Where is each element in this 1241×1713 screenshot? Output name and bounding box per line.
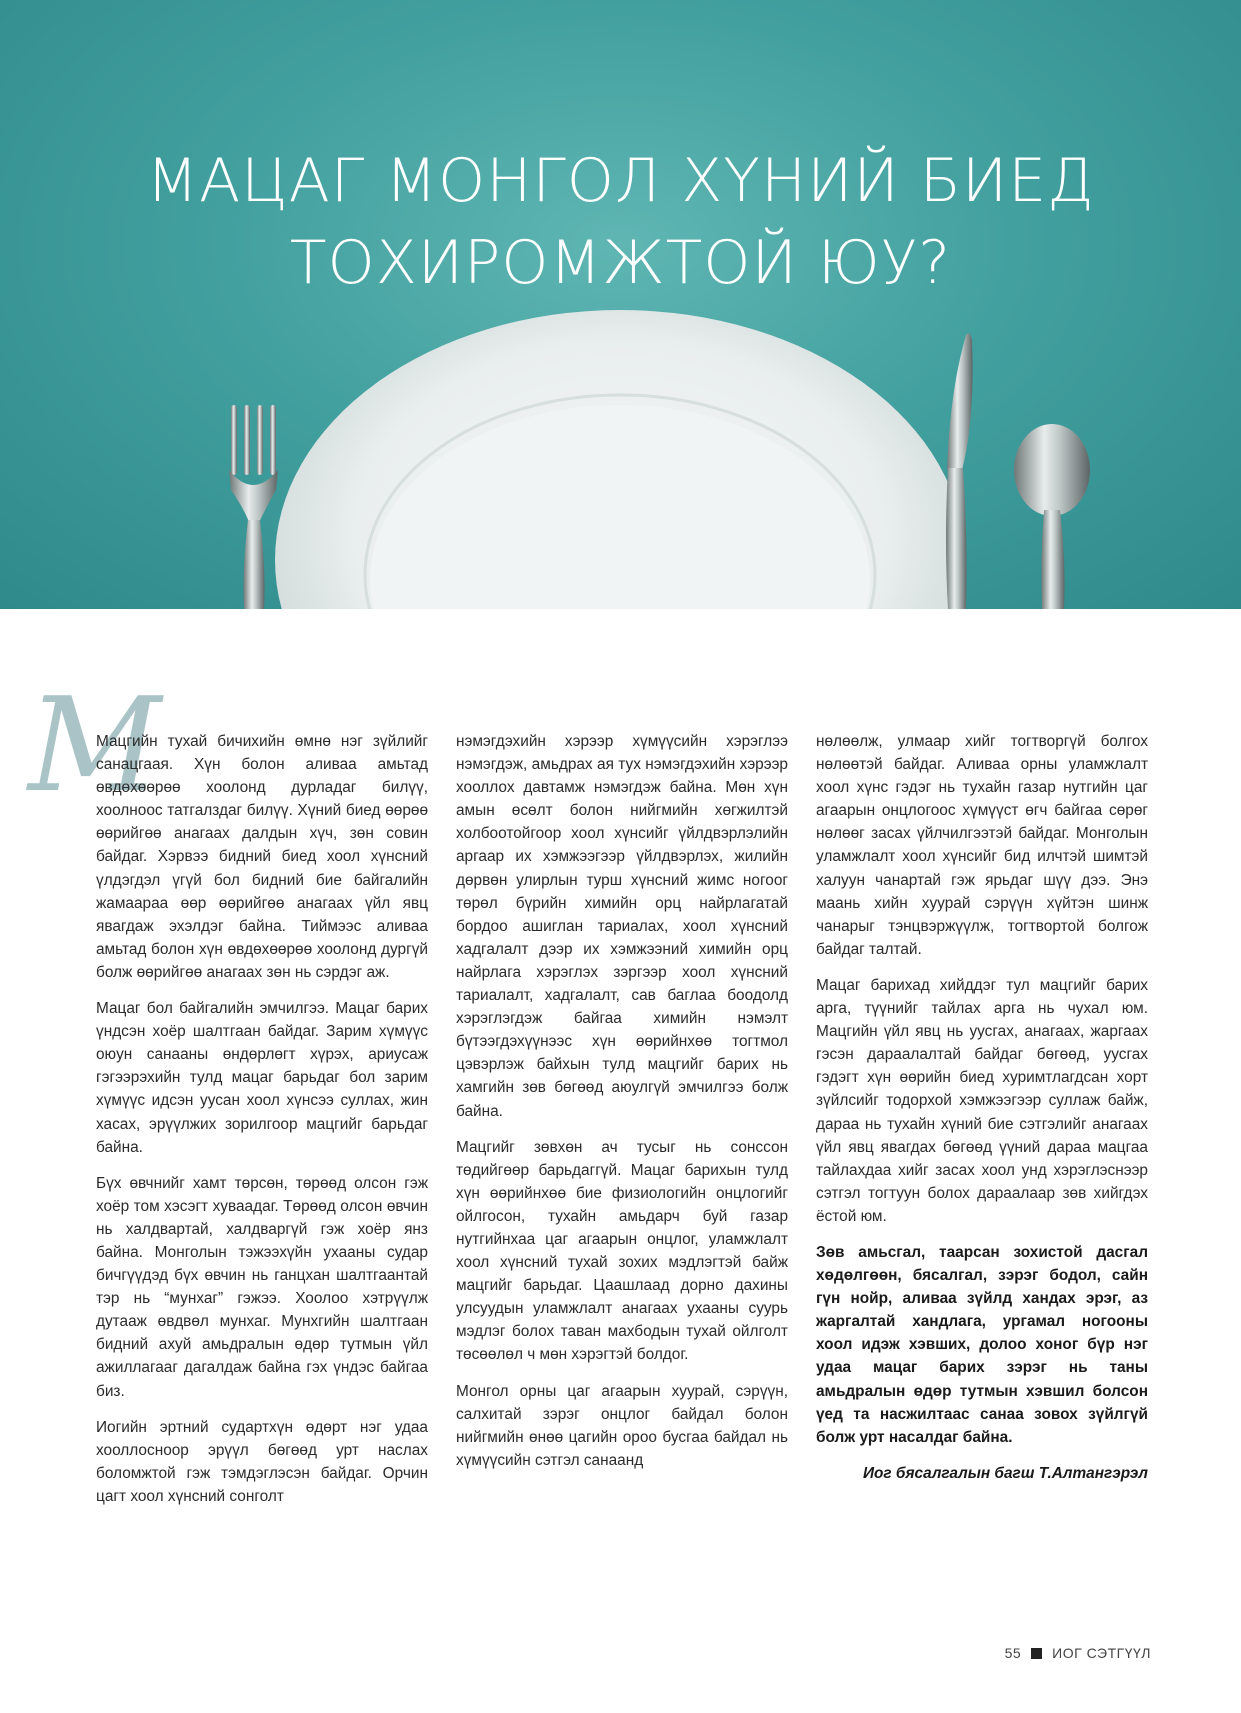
author-signature: Иог бясалгалын багш Т.Алтангэрэл: [862, 1464, 1148, 1482]
paragraph: Монгол орны цаг агаарын хуурай, сэрүүн, салхитай зэрэг онцлог байдал болон нийгмийн өнөө цагийн ороо бусгаа байдал нь хүмүүсийн сэтгэл санаанд: [456, 1382, 788, 1469]
drop-cap: М: [28, 669, 162, 821]
paragraph: нөлөөлж, улмаар хийг тогтворгүй болгох нөлөөтэй байдаг. Аливаа орны уламжлалт хоол хүнс гэдэг нь тухайн газар нутгийн цаг агаарын онцлогоос хүмүүст өгч байгаа сөрөг нөлөөг засах үйлчилгээтэй байдаг. Монголын уламжлалт хоол хүнсийг бид илчтэй шимтэй халуун чанартай гэж ярьдаг шүү дээ. Энэ маань хийн хуурай сэрүүн хүйтэн шинж чанарыг тэнцвэржүүлж, тогтвортой болгож байдаг талтай.: [816, 733, 1148, 958]
paragraph: Мацгийн тухай бичихийн өмнө нэг зүйлийг санацгаая. Хүн болон аливаа амьтад өвдөхөөрөө хоолонд дурладаг билүү, хоолноос татгалздаг билүү. Хүний биед өөрөө өөрийгөө анагаах далдын хүч, зөн совин байдаг. Хэрвээ бидний биед хоол хүнсний үлдэгдэл үгүй бол бидний бие байгалийн жамаараа өөр өөрийгөө анагаах үйл явц явагдаж эхэлдэг байна. Тиймээс аливаа амьтад болон хүн өвдөхөөрөө хоолонд дургүй болж өөрийгөө анагаах зөн нь сэрдэг аж.: [96, 733, 428, 981]
article-column-2: [456, 730, 788, 1485]
table-setting-illustration: [0, 0, 1241, 609]
paragraph: нэмэгдэхийн хэрээр хүмүүсийн хэрэглээ нэмэгдэж, амьдрах ая тух нэмэгдэхийн хэрээр хооллох давтамж нэмэгдэж байна. Мөн хүн амын өсөлт болон нийгмийн хөгжилтэй холбоотойгоор хоол хүнсийг үйлдвэрлэлийн аргаар их хэмжээгээр үйлдвэрлэх, жилийн дөрвөн улирлын турш хүнсний жимс ногоог төрөл бүрийн химийн орц найрлагатай бордоо ашиглан тариалах, хоол хүнсний хадгалалт дээр их хэмжээний химийн орц найрлага хэрэглэх зэргээр хоол хүнсний тариалалт, хадгалалт, сав баглаа боодолд хэрэглэгдэж байгаа химийн нэмэлт бүтээгдэхүүнээс хүн өөрийнхөө тогтмол цэвэрлэж байхын тулд мацгийг барих нь хамгийн зөв бөгөөд аюулгүй эмчилгээ болж байна.: [456, 733, 788, 1120]
page-title: [0, 140, 1241, 304]
hero-image: [0, 0, 1241, 609]
title-line-2: ТОХИРОМЖТОЙ ЮУ?: [289, 228, 952, 298]
magazine-name: ИОГ СЭТГҮҮЛ: [1052, 1645, 1151, 1661]
spoon-shape: [1014, 424, 1090, 609]
bold-paragraph: Зөв амьсгал, таарсан зохистой дасгал хөдөлгөөн, бясалгал, зэрэг бодол, сайн гүн нойр, аливаа зүйлд хандах эрэг, аз жаргалтай хандлага, ургамал ногооны хоол идэж хэвших, долоо хоног бүр нэг удаа мацаг барих зэрэг нь таны амьдралын өдөр тутмын хэвшил болсон үед та насжилтаас санаа зовох зүйлгүй болж урт насалдаг байна.: [816, 1243, 1148, 1446]
page-number: 55: [1004, 1645, 1022, 1661]
square-separator-icon: [1031, 1648, 1042, 1659]
page-footer: [1005, 1645, 1151, 1661]
paragraph: Мацаг барихад хийддэг тул мацгийг барих арга, түүнийг тайлах арга нь чухал юм. Мацгийн үйл явц нь уусгах, анагаах, жаргаах гэсэн дараалалтай байдаг бөгөөд, уусгах гэдэгт хүн өөрийн биед хуримтлагдсан хорт зүйлсийг тодорхой хэмжээгээр суллаж байж, дараа нь тухайн хүний бие сэтгэлийг анагаах үйл явц явагдах бөгөөд үүний дараа мацгаа тайлахдаа хийг засах хоол унд хэрэглэснээр сэтгэл тогтуун болох дараалаар зөв хийгдэх ёстой юм.: [816, 976, 1148, 1225]
article-column-3: [816, 730, 1148, 1498]
title-line-1: МАЦАГ МОНГОЛ ХҮНИЙ БИЕД: [146, 146, 1095, 216]
paragraph: Мацаг бол байгалийн эмчилгээ. Мацаг барих үндсэн хоёр шалтгаан байдаг. Зарим хүмүүс оюун санааны өндөрлөгт хүрэх, ариусаж гэгээрэхийн тулд мацаг барьдаг бол зарим хүмүүс идсэн уусан хоол хүнсээ суллах, жин хасах, эрүүлжих зорилгоор мацгийг барьдаг байна.: [96, 1000, 428, 1156]
paragraph: Иогийн эртний судартхүн өдөрт нэг удаа хооллосноор эрүүл бөгөөд урт наслах боломжтой гэж тэмдэглэсэн байдаг. Орчин цагт хоол хүнсний сонголт: [96, 1418, 428, 1505]
fork-shape: [229, 405, 278, 609]
plate-shape: [275, 310, 965, 609]
article-column-1: [96, 730, 428, 1521]
paragraph: Бүх өвчнийг хамт төрсөн, төрөөд олсон гэж хоёр том хэсэгт хуваадаг. Төрөөд олсон өвчин нь халдвартай, халдваргүй гэж хоёр янз байна. Монголын тэжээхүйн ухааны судар бичгүүдэд бүх өвчин нь ганцхан шалтгаантай тэр нь “мунхаг” гэжээ. Хоолоо хэтрүүлж дутааж өвдвөл мунхаг. Мунхгийн шалтгаан бидний ахуй амьдралын өдөр тутмын үйл ажиллагааг дагалдаж байна гэх үндэс байгаа биз.: [96, 1174, 428, 1400]
paragraph: Мацгийг зөвхөн ач тусыг нь сонссон төдийгөөр барьдаггүй. Мацаг барихын тулд хүн өөрийнхөө бие физиологийн онцлогийг ойлгосон, тухайн амьдарч буй газар нутгийнхаа цаг агаарын онцлог, уламжлалт хоол хүнсний тухай зохих мэдлэгтэй байж мацгийг барьдаг. Цаашлаад дорно дахины улсуудын уламжлалт анагаах ухааны суурь мэдлэг болох таван махбодын тухай ойлголт төсөөлөл ч мөн хэрэгтэй болдог.: [456, 1138, 788, 1364]
knife-shape: [946, 333, 973, 609]
